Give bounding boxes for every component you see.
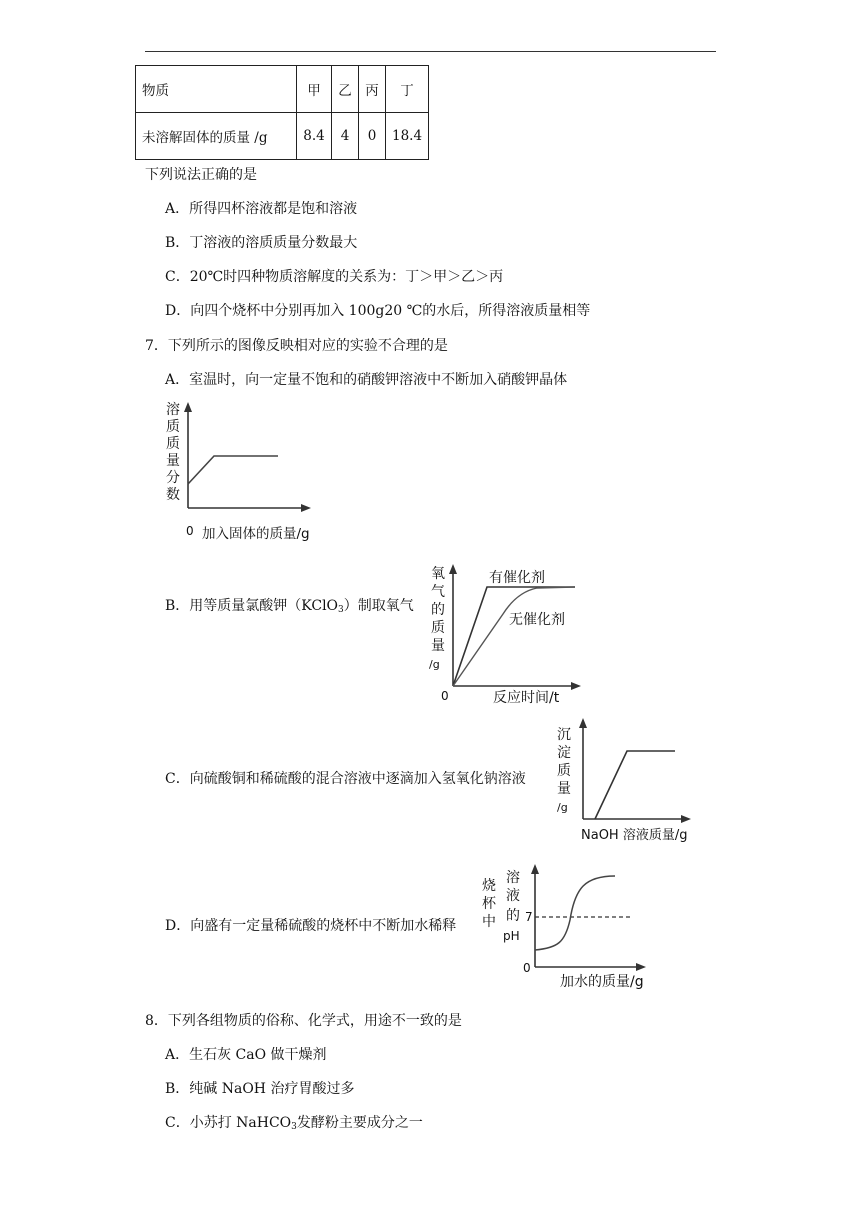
graph-d-ylabel-inner-char: pH [503,929,520,943]
table-cell: 丙 [359,66,386,113]
graph-b-ylabel-char: 质 [431,620,445,636]
graph-b-series-no-catalyst: 无催化剂 [509,612,565,628]
graph-d-ylabel-inner-char: 溶 [506,870,520,886]
graph-a-ylabel-char: 质 [166,436,180,452]
graph-a-ylabel-char: 数 [166,487,180,503]
graph-b-ylabel-char: 量 [431,638,445,654]
graph-b-xlabel: 反应时间/t [493,690,560,706]
table-cell: 18.4 [386,113,429,160]
graph-b-ylabel-char: /g [429,658,440,671]
graph-b-ylabel-char: 氧 [431,566,445,582]
graph-a-ylabel-char: 质 [166,419,180,435]
q7-option-a: A．室温时，向一定量不饱和的硝酸钾溶液中不断加入硝酸钾晶体 [165,372,568,388]
graph-d [480,858,660,993]
header-rule [145,51,716,52]
q6-option-b: B．丁溶液的溶质质量分数最大 [165,235,358,251]
graph-d-tick-7: 7 [525,910,533,924]
table-cell: 8.4 [297,113,332,160]
q8-stem: 8．下列各组物质的俗称、化学式，用途不一致的是 [145,1013,462,1029]
graph-c-xlabel: NaOH 溶液质量/g [581,828,688,843]
graph-d-ylabel-outer-char: 杯 [482,896,496,912]
table-cell: 甲 [297,66,332,113]
table-cell: 乙 [332,66,359,113]
graph-a-origin: 0 [186,524,194,538]
table-cell: 丁 [386,66,429,113]
graph-a [160,400,340,550]
graph-a-ylabel-char: 溶 [166,402,180,418]
graph-d-origin: 0 [523,961,531,975]
graph-c-ylabel-char: 沉 [557,727,571,743]
graph-d-ylabel-inner-char: 液 [506,888,520,904]
graph-a-xlabel: 加入固体的质量/g [202,526,310,542]
q7-option-c: C．向硫酸铜和稀硫酸的混合溶液中逐滴加入氢氧化钠溶液 [165,771,526,787]
graph-b [425,562,595,707]
q8-option-a: A．生石灰 CaO 做干燥剂 [165,1047,327,1063]
graph-d-ylabel-outer-char: 烧 [482,878,496,894]
graph-c-ylabel-char: 淀 [557,745,571,761]
table-cell: 物质 [136,66,297,113]
graph-b-ylabel-char: 的 [431,602,445,618]
q6-option-d: D．向四个烧杯中分别再加入 100g20 ℃的水后，所得溶液质量相等 [165,303,591,319]
q8-option-b: B．纯碱 NaOH 治疗胃酸过多 [165,1081,355,1097]
q6-stem: 下列说法正确的是 [145,167,257,183]
graph-c-ylabel-char: /g [557,801,568,814]
q6-option-c: C．20℃时四种物质溶解度的关系为：丁＞甲＞乙＞丙 [165,269,504,285]
q7-option-d: D．向盛有一定量稀硫酸的烧杯中不断加水稀释 [165,918,457,934]
graph-b-series-catalyst: 有催化剂 [489,570,545,586]
table-cell: 0 [359,113,386,160]
graph-d-ylabel-outer-char: 中 [482,914,496,930]
graph-b-origin: 0 [441,689,449,703]
solubility-table [135,65,429,160]
graph-a-ylabel-char: 量 [166,453,180,469]
graph-c [555,716,705,844]
graph-c-ylabel-char: 量 [557,781,571,797]
graph-d-xlabel: 加水的质量/g [560,974,644,990]
graph-d-ylabel-inner-char: 的 [506,908,520,924]
q8-option-c: C．小苏打 NaHCO$_3$发酵粉主要成分之一 [165,1115,423,1132]
table-row [136,113,429,160]
graph-b-ylabel-char: 气 [431,584,445,600]
q7-stem: 7．下列所示的图像反映相对应的实验不合理的是 [145,338,448,354]
graph-c-ylabel-char: 质 [557,763,571,779]
q6-option-a: A．所得四杯溶液都是饱和溶液 [165,201,358,217]
table-cell: 4 [332,113,359,160]
table-cell: 未溶解固体的质量 /g [136,113,297,160]
q7-option-b: B．用等质量氯酸钾（KClO$_3$）制取氧气 [165,598,414,615]
graph-a-ylabel-char: 分 [166,470,180,486]
table-row [136,66,429,113]
